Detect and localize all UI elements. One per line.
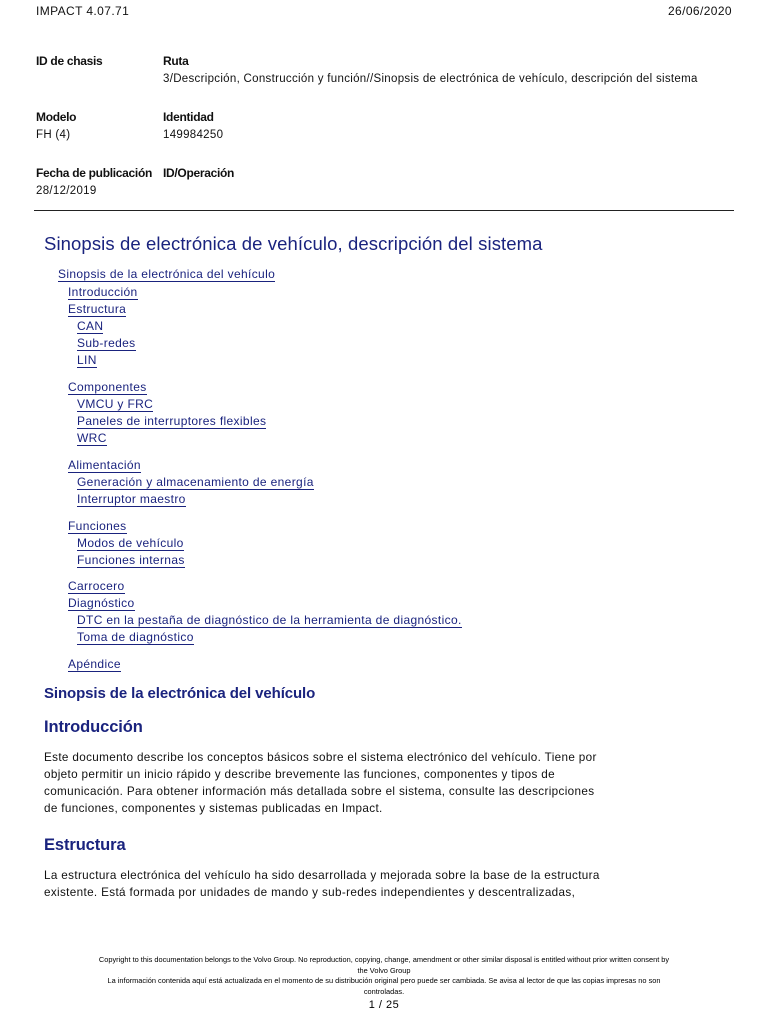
introduction-line: comunicación. Para obtener información más detallada sobre el sistema, consulte las descripciones xyxy=(44,785,595,798)
publication-date-field xyxy=(36,166,152,197)
toc-link-switch-panels[interactable]: Paneles de interruptores flexibles xyxy=(77,414,267,428)
print-date: 26/06/2020 xyxy=(667,4,732,18)
toc-link-diagnostic-socket[interactable]: Toma de diagnóstico xyxy=(77,630,194,644)
model-field xyxy=(36,110,76,141)
toc-link-vmcu-frc[interactable]: VMCU y FRC xyxy=(77,397,154,411)
introduction-line: Este documento describe los conceptos básicos sobre el sistema electrónico del vehículo. Tiene por xyxy=(44,751,597,764)
toc-link-master-switch[interactable]: Interruptor maestro xyxy=(77,492,186,506)
header-divider xyxy=(34,210,734,211)
toc-link-appendix[interactable]: Apéndice xyxy=(68,657,121,671)
page-number: 1 / 25 xyxy=(368,999,400,1011)
document-title: Sinopsis de electrónica de vehículo, descripción del sistema xyxy=(44,233,543,254)
route-field xyxy=(163,54,698,85)
route-label: Ruta xyxy=(163,54,189,68)
identity-label: Identidad xyxy=(163,110,214,124)
distribution-notice-cont: controladas. xyxy=(363,986,405,996)
overview-heading: Sinopsis de la electrónica del vehículo xyxy=(44,685,316,702)
toc-link-power-supply[interactable]: Alimentación xyxy=(68,458,141,472)
page-footer xyxy=(30,955,738,1011)
identity-field xyxy=(163,110,223,141)
toc-link-internal-functions[interactable]: Funciones internas xyxy=(77,553,185,567)
identity-value: 149984250 xyxy=(163,129,224,141)
copyright-notice-cont: the Volvo Group xyxy=(357,965,411,975)
toc-link-energy-storage[interactable]: Generación y almacenamiento de energía xyxy=(77,475,314,489)
publication-date-label: Fecha de publicación xyxy=(36,166,153,180)
toc-link-introduction[interactable]: Introducción xyxy=(68,285,138,299)
toc-link-dtc-tab[interactable]: DTC en la pestaña de diagnóstico de la herramienta de diagnóstico. xyxy=(77,613,462,627)
toc-link-bodybuilder[interactable]: Carrocero xyxy=(68,579,125,593)
toc-link-components[interactable]: Componentes xyxy=(68,380,147,394)
structure-heading: Estructura xyxy=(44,836,126,854)
route-value: 3/Descripción, Construcción y función//Sinopsis de electrónica de vehículo, descripción del sistema xyxy=(163,73,698,85)
chassis-id-label: ID de chasis xyxy=(36,54,103,68)
operation-id-field xyxy=(163,166,234,180)
model-value: FH (4) xyxy=(36,129,71,141)
toc-link-vehicle-modes[interactable]: Modos de vehículo xyxy=(77,536,184,550)
chassis-id-field xyxy=(36,54,102,68)
toc-link-structure[interactable]: Estructura xyxy=(68,302,127,316)
introduction-line: de funciones, componentes y sistemas publicadas en Impact. xyxy=(44,802,383,815)
structure-line: existente. Está formada por unidades de mando y sub-redes independientes y descentralizadas, xyxy=(44,886,576,899)
toc-link-overview[interactable]: Sinopsis de la electrónica del vehículo xyxy=(58,267,276,281)
toc-link-can[interactable]: CAN xyxy=(77,319,104,333)
introduction-paragraph xyxy=(44,749,634,817)
publication-date-value: 28/12/2019 xyxy=(36,185,97,197)
app-version: IMPACT 4.07.71 xyxy=(36,4,130,18)
structure-paragraph xyxy=(44,867,634,901)
operation-id-label: ID/Operación xyxy=(163,166,235,180)
introduction-line: objeto permitir un inicio rápido y describe brevemente las funciones, componentes y tipos de xyxy=(44,768,555,781)
copyright-notice: Copyright to this documentation belongs to the Volvo Group. No reproduction, copying, change, amendment or other similar disposal is entitled without prior written consent by xyxy=(98,955,670,964)
model-label: Modelo xyxy=(36,110,77,124)
introduction-heading: Introducción xyxy=(44,718,143,736)
toc-link-functions[interactable]: Funciones xyxy=(68,519,127,533)
toc-link-subnets[interactable]: Sub-redes xyxy=(77,336,136,350)
toc-link-lin[interactable]: LIN xyxy=(77,353,97,367)
distribution-notice: La información contenida aquí está actualizada en el momento de su distribución original pero puede ser cambiada. Se avisa al lector de que las copias impresas no son xyxy=(107,976,661,985)
toc-link-diagnostics[interactable]: Diagnóstico xyxy=(68,596,135,610)
structure-line: La estructura electrónica del vehículo ha sido desarrollada y mejorada sobre la base de la estructura xyxy=(44,869,600,882)
toc-link-wrc[interactable]: WRC xyxy=(77,431,107,445)
